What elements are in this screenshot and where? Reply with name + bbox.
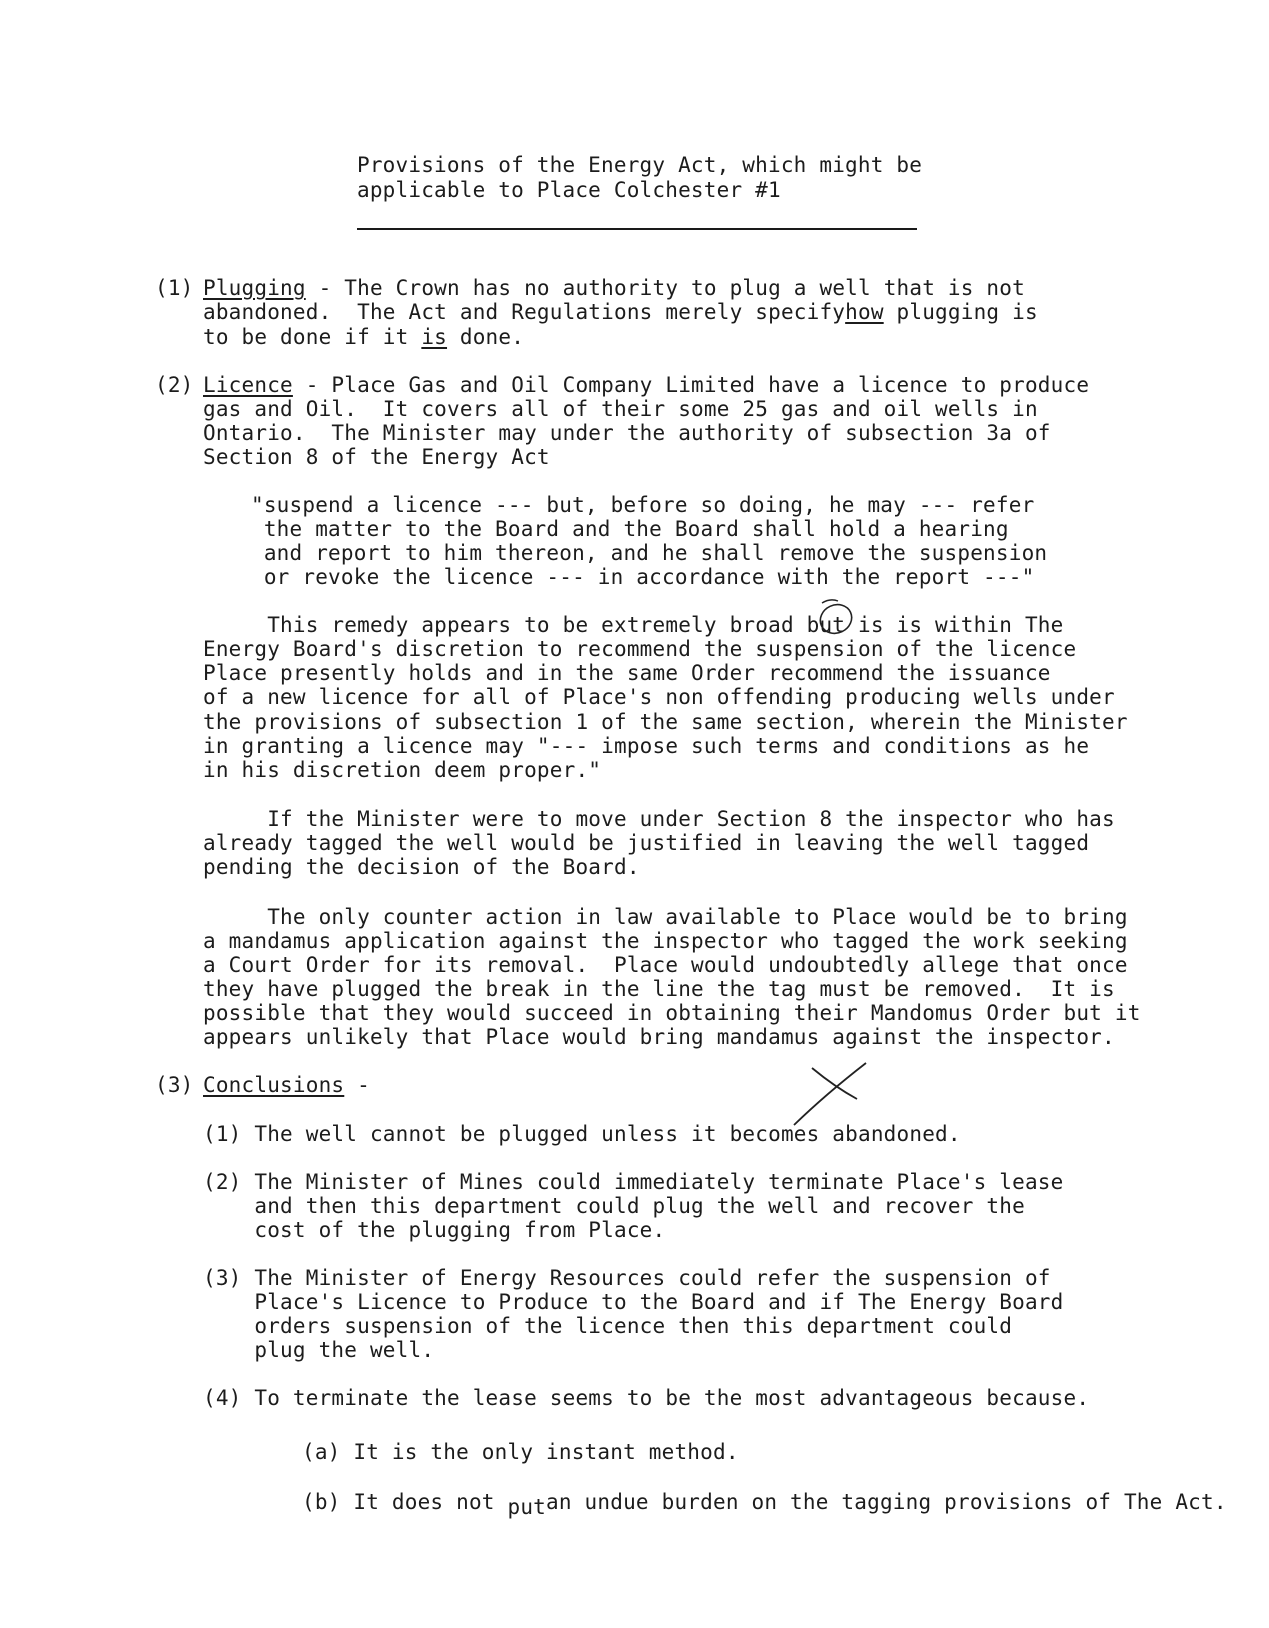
conclusion-3-line-1: (3) The Minister of Energy Resources could refer the suspension of bbox=[203, 1266, 1051, 1290]
title-line-1: Provisions of the Energy Act, which might be bbox=[357, 153, 923, 177]
conclusion-4: (4) To terminate the lease seems to be the most advantageous because. bbox=[203, 1386, 1090, 1410]
quote-line-1: "suspend a licence --- but, before so doing, he may --- refer bbox=[251, 493, 1035, 517]
para-1-line-1: This remedy appears to be extremely broad but is is within The bbox=[203, 613, 1064, 637]
section-1-text-3a: to be done if it bbox=[203, 325, 422, 349]
para-1-line-3: Place presently holds and in the same Order recommend the issuance bbox=[203, 661, 1051, 685]
quote-line-2: the matter to the Board and the Board shall hold a hearing bbox=[251, 517, 1009, 541]
section-2-text-1: - Place Gas and Oil Company Limited have a licence to produce bbox=[292, 373, 1090, 397]
para-1-line-4: of a new licence for all of Place's non offending producing wells under bbox=[203, 685, 1115, 709]
para-1-line-5: the provisions of subsection 1 of the same section, wherein the Minister bbox=[203, 710, 1128, 734]
conclusion-2-line-2: and then this department could plug the well and recover the bbox=[203, 1194, 1025, 1218]
section-1-heading: Plugging bbox=[203, 276, 306, 300]
para-3-line-3: a Court Order for its removal. Place would undoubtedly allege that once bbox=[203, 953, 1128, 977]
circle-mark-tail bbox=[822, 600, 838, 603]
conclusion-3-line-2: Place's Licence to Produce to the Board and if The Energy Board bbox=[203, 1290, 1064, 1314]
para-1-line-6: in granting a licence may "--- impose such terms and conditions as he bbox=[203, 734, 1090, 758]
quote-line-3: and report to him thereon, and he shall remove the suspension bbox=[251, 541, 1048, 565]
quote-line-4: or revoke the licence --- in accordance with the report ---" bbox=[251, 565, 1035, 589]
para-2-line-2: already tagged the well would be justified in leaving the well tagged bbox=[203, 831, 1090, 855]
para-3-line-5: possible that they would succeed in obtaining their Mandomus Order but it bbox=[203, 1001, 1141, 1025]
para-3-line-6: appears unlikely that Place would bring mandamus against the inspector. bbox=[203, 1025, 1115, 1049]
cross-mark-stroke-1 bbox=[812, 1068, 857, 1099]
section-1-number: (1) bbox=[155, 276, 194, 300]
section-3-dash: - bbox=[344, 1073, 370, 1097]
title-line-2: applicable to Place Colchester #1 bbox=[357, 178, 781, 202]
section-2-heading: Licence bbox=[203, 373, 293, 397]
section-1-text-1: - The Crown has no authority to plug a well that is not bbox=[305, 276, 1025, 300]
conclusion-1: (1) The well cannot be plugged unless it becomes abandoned. bbox=[203, 1122, 961, 1146]
conclusion-2-line-1: (2) The Minister of Mines could immediately terminate Place's lease bbox=[203, 1170, 1064, 1194]
para-2-line-1: If the Minister were to move under Section 8 the inspector who has bbox=[203, 807, 1115, 831]
reason-b-text-2: put bbox=[507, 1495, 547, 1519]
section-1-text-3c: done. bbox=[447, 325, 525, 349]
para-3-line-2: a mandamus application against the inspector who tagged the work seeking bbox=[203, 929, 1128, 953]
reason-a: (a) It is the only instant method. bbox=[302, 1440, 739, 1464]
section-1-text-2a: abandoned. The Act and Regulations merely specify bbox=[203, 300, 846, 324]
para-1-line-7: in his discretion deem proper." bbox=[203, 758, 602, 782]
circle-mark bbox=[816, 600, 857, 639]
cross-mark-stroke-2 bbox=[794, 1063, 866, 1125]
reason-b-text-3: an undue burden on the tagging provisions of The Act. bbox=[546, 1490, 1227, 1514]
section-2-line-3: Ontario. The Minister may under the authority of subsection 3a of bbox=[203, 421, 1051, 445]
conclusion-2-line-3: cost of the plugging from Place. bbox=[203, 1218, 666, 1242]
para-1-line-2: Energy Board's discretion to recommend the suspension of the licence bbox=[203, 637, 1077, 661]
section-2-line-4: Section 8 of the Energy Act bbox=[203, 445, 550, 469]
para-3-line-4: they have plugged the break in the line the tag must be removed. It is bbox=[203, 977, 1115, 1001]
section-2-line-2: gas and Oil. It covers all of their some 25 gas and oil wells in bbox=[203, 397, 1038, 421]
conclusion-3-line-3: orders suspension of the licence then this department could bbox=[203, 1314, 1013, 1338]
section-2-number: (2) bbox=[155, 373, 194, 397]
section-1-text-2c: plugging is bbox=[883, 300, 1038, 324]
reason-b-text-1: (b) It does not bbox=[302, 1490, 508, 1514]
section-1-emph-how: how bbox=[845, 300, 884, 324]
conclusion-3-line-4: plug the well. bbox=[203, 1338, 435, 1362]
section-1-emph-is: is bbox=[421, 325, 448, 349]
para-2-line-3: pending the decision of the Board. bbox=[203, 855, 640, 879]
para-3-line-1: The only counter action in law available to Place would be to bring bbox=[203, 905, 1128, 929]
section-3-heading: Conclusions bbox=[203, 1073, 345, 1097]
section-3-number: (3) bbox=[155, 1073, 194, 1097]
